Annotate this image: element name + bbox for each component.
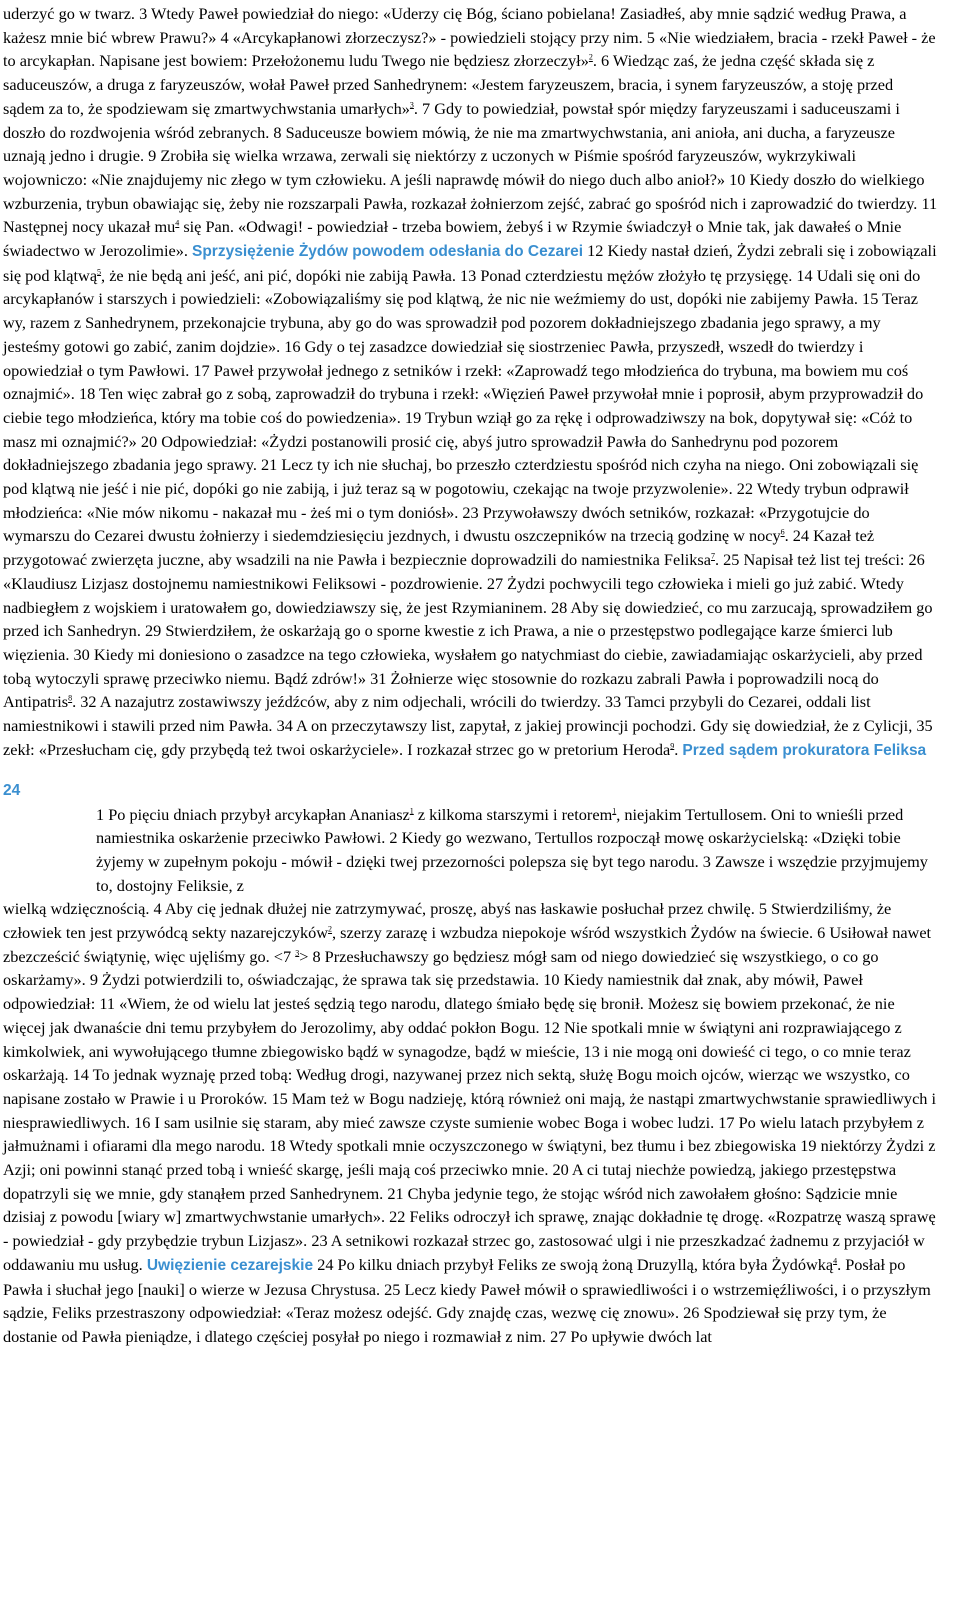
verse-number: 6 [600, 51, 610, 71]
verse-number: 21 [261, 455, 278, 475]
text-run: Teraz wy, razem z Sanhedrynem, przekonajcie trybuna, aby go do was sprowadził pod pozorem dokładniejszego zbadania jego sprawy, a my jesteśmy gotowi go zabić, zanim dojdzie». [3, 289, 919, 356]
verse-number: 10 [543, 970, 560, 990]
verse-number: 23 [311, 1231, 328, 1251]
verse-number: 11 [99, 994, 115, 1014]
text-run: Żydzi pochwycili tego człowieka i mieli go już zabić. Wtedy nadbiegłem z wojskiem i uratowałem go, dowiedziawszy się, że jest Rzymianinem. [3, 573, 904, 617]
text-run: «Nie wiedziałem, bracia - rzekł Paweł - że to arcykapłan. Napisane jest bowiem: Przełożonemu ludu Twego nie będziesz złorzeczył» [3, 27, 936, 71]
footnote-link[interactable]: 6 [780, 528, 785, 538]
text-run: «Wiem, że od wielu lat jesteś sędzią tego narodu, dlatego śmiało będę się bronił. Możesz się bowiem przekonać, że nie więcej jak dwanaście dni temu przybyłem do Jerozolimy, aby oddać pokłon Bogu. [3, 994, 895, 1037]
text-run: Po kilku dniach przybył Feliks ze swoją żoną Druzyllą, która była Żydówką [333, 1254, 834, 1274]
text-run: Po pięciu dniach przybył arcykapłan Ananiasz [104, 804, 410, 824]
text-run: . [784, 526, 793, 546]
text-run: Lecz kiedy Paweł mówił o sprawiedliwości i o wstrzemięźliwości, i o przyszłym sądzie, Feliks przestraszony odpowiedział: «Teraz możesz odejść. Gdy znajdę czas, wezwę cię znowu». [3, 1279, 931, 1323]
text-run: Odpowiedział: «Żydzi postanowili prosić cię, abyś jutro sprowadził Pawła do Sanhedrynu pod pozorem dokładniejszego zbadania jego sprawy. [3, 431, 839, 475]
verse-number: 10 [729, 169, 746, 189]
verse-number: 24 [792, 526, 810, 546]
text-run: się Pan. «Odwagi! - powiedział - trzeba bowiem, żebyś i w Rzymie świadczył o Mnie tak, jak dawałeś o Mnie świadectwo w Jerozolimie». [3, 217, 902, 261]
verse-number: 18 [269, 1136, 286, 1156]
text-run: . [674, 739, 683, 759]
text-run: Udali się oni do arcykapłanów i starszych i powiedzieli: «Zobowiązaliśmy się pod klątwą, że nic nie weźmiemy do ust, dopóki nie zabijemy Pawła. [3, 265, 921, 309]
text-run: . [72, 692, 81, 712]
verse-number: 29 [144, 621, 162, 641]
verse-number: 18 [78, 384, 96, 404]
text-run: Wtedy Paweł powiedział do niego: «Uderzy cię Bóg, ściano pobielana! Zasiadłeś, aby mnie sądzić według Prawa, a każesz mnie bić wbrew Prawu?» [3, 4, 907, 47]
text-run: . [592, 51, 601, 71]
chapter-number: 24 [3, 781, 21, 799]
verse-number: 3 [702, 851, 711, 871]
text-run: uderzyć go w twarz. [3, 4, 140, 23]
text-run: A setnikowi rozkazał strzec go, zastosować ulgi i nie przeszkadzać żadnemu z przyjaciół w oddawaniu mu usług. [3, 1231, 925, 1274]
text-run: Aby się dowiedzieć, co mu zarzucają, sprowadziłem go przed ich Sanhedryn. [3, 597, 933, 641]
text-run: Po wielu latach przybyłem z jałmużnami i ofiarami dla mego narodu. [3, 1112, 924, 1156]
text-run: I sam usilnie się staram, aby mieć zawsze czyste sumienie wobec Boga i wobec ludzi. [150, 1112, 719, 1132]
text-run: wielką wdzięcznością. [3, 899, 154, 919]
text-run: A nazajutrz zostawiwszy jeźdźców, aby z nim odjechali, wrócili do twierdzy. [96, 692, 605, 712]
verse-number: 13 [583, 1041, 600, 1061]
text-run: A ci tutaj niechże powiedzą, jakiego przestępstwa dopatrzyli się we mnie, gdy stanąłem przed Sanhedrynem. [3, 1160, 897, 1203]
verse-number: 9 [89, 970, 98, 990]
section-heading: Przed sądem prokuratora Feliksa [682, 741, 927, 759]
text-run: Kazał też przygotować zwierzęta juczne, aby wsadzili na nie Pawła i bezpiecznie doprowadzili do namiestnika Feliksa [3, 526, 875, 570]
verse-number: 12 [543, 1017, 560, 1037]
text-run: Zawsze i wszędzie przyjmujemy to, dostojny Feliksie, z [96, 851, 928, 895]
text-run: Aby cię jednak dłużej nie zatrzymywać, proszę, abyś nas łaskawie posłuchał przez chwilę. [161, 899, 759, 919]
text-run: i nie mogą oni dowieść ci tego, o co mnie teraz oskarżają. [3, 1041, 911, 1085]
verse-number: 8 [273, 122, 282, 142]
text-run: Kiedy doszło do wielkiego wzburzenia, trybun obawiając się, żeby nie rozszarpali Pawła, rozkazał żołnierzom zejść, zabrać go spośród nich i zaprowadzić do twierdzy. [3, 169, 925, 213]
text-run: Lecz ty ich nie słuchaj, bo przeszło czterdziestu spośród nich czyha na niego. Oni zobowiązali się pod klątwą nie jeść i nie pić, dopóki go nie zabiją, i już teraz są w pogotowiu, czekając na twoje przyzwolenie». [3, 455, 919, 499]
verse-number: 9 [148, 146, 157, 166]
text-run: Kiedy mi doniesiono o zasadzce na tego człowieka, wysłałem go natychmiast do ciebie, zawiadamiając oskarżycieli, aby przed tobą wytoczyli sprawę przeciwko niemu. Bądź zdrów!» [3, 644, 923, 688]
section-heading: Sprzysiężenie Żydów powodem odesłania do Cezarei [192, 243, 584, 261]
verse-number: 11 [921, 193, 938, 213]
text-run: Wiedząc zaś, że jedna część składa się z saduceuszów, a druga z faryzeuszów, wołał Paweł przed Sanhedrynem: «Jestem faryzeuszem, bracia, i synem faryzeuszów, a stoję przed sądem za to, że spodziewam się zmartwychwstania umarłych» [3, 51, 894, 118]
verse-number: 22 [389, 1207, 406, 1227]
text-run: Zrobiła się wielka wrzawa, zerwali się niektórzy z uczonych w Piśmie spośród faryzeuszów, wykrzykiwali wojowniczo: «Nie znajdujemy nic złego w tym człowieku. A jeśli naprawdę mówił do niego duch albo anioł?» [3, 146, 856, 189]
verse-number: 23 [462, 502, 479, 522]
verse-number: 21 [387, 1183, 404, 1203]
verse-number: 6 [817, 923, 826, 943]
verse-number: 8 [312, 946, 321, 966]
verse-number: 3 [139, 4, 148, 23]
verse-number: 31 [370, 668, 387, 688]
text-run: Saduceusze bowiem mówią, że nie ma zmartwychwstania, ani anioła, ani ducha, a faryzeusze uznają jedno i drugie. [3, 122, 895, 166]
footnote-link[interactable]: 1 [409, 806, 414, 816]
verse-number: 16 [134, 1112, 151, 1132]
text-run: Chyba jedynie tego, że stojąc wśród nich zawołałem głośno: Sądzicie mnie dzisiaj z powodu [wiary w] zmartwychwstanie umarłych». [3, 1183, 898, 1227]
footnote-link[interactable]: 4 [175, 218, 180, 228]
text-run: Po upływie dwóch lat [566, 1326, 712, 1346]
text-run: Tamci przybyli do Cezarei, oddali list namiestnikowi i stawili przed nim Pawła. [3, 692, 871, 736]
verse-number: 26 [683, 1303, 700, 1323]
text-run: , że nie będą ani jeść, ani pić, dopóki nie zabiją Pawła. [101, 265, 461, 285]
verse-number: 7 [422, 98, 431, 118]
verse-number: 15 [862, 289, 879, 309]
verse-number: 27 [486, 573, 504, 593]
text-run: Paweł przywołał jednego z setników i rzekł: «Zaprowadź tego młodzieńca do trybuna, ma bowiem mu coś oznajmić». [3, 360, 909, 404]
text-run: Ten więc zabrał go z sobą, zaprowadził do trybuna i rzekł: «Więzień Paweł przywołał mnie i poprosił, abym przyprowadził do ciebie tego młodzieńca, który ma tobie coś do powiedzenia». [3, 384, 924, 427]
text-run: Kiedy go wezwano, Tertullos rozpoczął mowę oskarżycielską: «Dzięki tobie żyjemy w zupełnym pokoju - mówił - dzięki twej przezorności polepsza się byt tego narodu. [96, 828, 901, 871]
footnote-link[interactable]: 4 [833, 1256, 838, 1266]
text-run: Przesłuchawszy go będziesz mógł sam od niego dowiedzieć się wszystkiego, o co go oskarżamy». [3, 946, 879, 990]
text-run: Kiedy namiestnik dał znak, aby mówił, Paweł odpowiedział: [3, 970, 863, 1014]
verse-number: 19 [800, 1136, 817, 1156]
verse-number: 1 [96, 804, 105, 824]
verse-number: 26 [908, 550, 925, 570]
text-run: Przywoławszy dwóch setników, rozkazał: «Przygotujcie do wymarszu do Cezarei dwustu żołnierzy i siedemdziesięciu jezdnych, i dwustu oszczepników na trzecią godzinę w nocy [3, 502, 870, 546]
text-run: Spodziewał się przy tym, że dostanie od Pawła pieniądze, i dlatego częściej posyłał po niego i rozmawiał z nim. [3, 1303, 887, 1346]
verse-number: 4 [153, 899, 162, 919]
verse-number: 28 [550, 597, 568, 617]
verse-number: 20 [552, 1160, 569, 1180]
text-run: Trybun wziął go za rękę i odprowadziwszy na bok, dopytywał się: «Cóż to masz mi oznajmić?» [3, 407, 913, 451]
verse-number: 16 [284, 336, 301, 356]
footnote-link[interactable]: 3 [409, 100, 414, 110]
verse-number: 30 [73, 644, 90, 664]
text-run: niektórzy Żydzi z Azji; oni powinni stanąć przed tobą i wnieść skargę, jeśli mają coś przeciwko mnie. [3, 1136, 936, 1180]
text-run: , szerzy zarazę i wzbudza niepokoje wśród wszystkich Żydów na świecie. [332, 923, 818, 943]
text-run: Ponad czterdziestu mężów złożyło tę przysięgę. [476, 265, 797, 285]
footnote-link[interactable]: 5 [97, 267, 102, 277]
text-run: Gdy to powiedział, powstał spór między faryzeuszami i saduceuszami i doszło do rozdwojenia wśród zebranych. [3, 98, 900, 142]
verse-number: 2 [389, 828, 398, 848]
verse-number: 12 [587, 241, 604, 261]
verse-number: 13 [460, 265, 477, 285]
footnote-link[interactable]: 8 [68, 693, 73, 703]
text-run: «Klaudiusz Lizjasz dostojnemu namiestnikowi Feliksowi - pozdrowienie. [3, 573, 487, 593]
paragraph-acts-23 [3, 2, 938, 763]
verse-number: 25 [384, 1279, 401, 1299]
text-run: Stwierdziłem, że oskarżają go o sporne kwestie z ich Prawa, a nie o przestępstwo podlegające karze śmierci lub więzienia. [3, 621, 893, 664]
verse-number: 20 [140, 431, 158, 451]
footnote-link[interactable]: 3 [295, 948, 300, 958]
paragraph-acts-24 [3, 897, 938, 1348]
verse-number: 19 [404, 407, 422, 427]
text-run: . [714, 550, 724, 570]
verse-number: 17 [193, 360, 210, 380]
text-run: Wtedy trybun odprawił młodzieńca: «Nie mów nikomu - nakazał mu - żeś mi o tym doniósł». [3, 479, 909, 522]
footnote-link[interactable]: 2 [328, 924, 333, 934]
paragraph-acts-24-opening [96, 803, 938, 898]
text-run: Żydzi potwierdzili to, oświadczając, że sprawa tak się przedstawia. [97, 970, 544, 990]
text-run: Napisał też list tej treści: [739, 550, 909, 570]
verse-number: 5 [646, 27, 655, 47]
text-run: , niejakim Tertullosem. Oni to wnieśli przed namiestnika oskarżenie przeciwko Pawłowi. [96, 804, 904, 848]
text-run: z kilkoma starszymi i retorem [413, 804, 613, 824]
text-run: Następnej nocy ukazał mu [3, 217, 176, 237]
verse-number: 34 [276, 716, 293, 736]
verse-number: 35 [916, 716, 933, 736]
verse-number: 5 [758, 899, 768, 919]
text-run: To jednak wyznaję przed tobą: Według drogi, nazywanej przez nich sektą, służę Bogu moich ojców, wierząc we wszystko, co napisane zostało w Prawie i u Proroków. [3, 1065, 910, 1108]
verse-number: 14 [72, 1065, 89, 1085]
footnote-link[interactable]: 7 [710, 551, 715, 561]
verse-number: 32 [80, 692, 97, 712]
text-run: «Arcykapłanowi złorzeczysz?» - powiedzieli stojący przy nim. [228, 27, 647, 47]
verse-number: 14 [796, 265, 813, 285]
section-heading: Uwięzienie cezarejskie [146, 1256, 314, 1274]
text-run: Stwierdziliśmy, że człowiek ten jest przywódcą sekty nazarejczyków [3, 899, 892, 943]
text-run: Kiedy nastał dzień, Żydzi zebrali się i zobowiązali się pod klątwą [3, 241, 937, 285]
footnote-link[interactable]: 9 [670, 741, 675, 751]
text-run: . Posłał po Pawła i słuchał jego [nauki] o wierze w Jezusa Chrystusa. [3, 1254, 906, 1299]
verse-number: 4 [220, 27, 229, 47]
text-run: A on przeczytawszy list, zapytał, z jakiej prowincji pochodzi. Gdy się dowiedział, że z Cylicji, [292, 716, 917, 736]
footnote-link[interactable]: 2 [588, 52, 593, 62]
text-run: Nie spotkali mnie w świątyni ani rozprawiającego z kimkolwiek, ani wywołującego tłumne zbiegowisko bądź w synagodze, bądź w mieście, [3, 1017, 902, 1061]
text-run: Gdy o tej zasadzce dowiedział się siostrzeniec Pawła, przyszedł, wszedł do twierdzy i opowiedział o tym Pawłowi. [3, 336, 864, 380]
text-run: > [299, 946, 313, 966]
footnote-link[interactable]: 1 [612, 806, 617, 816]
verse-number: 27 [550, 1326, 567, 1346]
verse-number: 33 [604, 692, 622, 712]
verse-number: 22 [736, 479, 754, 499]
text-run: Żołnierze więc stosownie do rozkazu zabrali Pawła i poprowadzili nocą do Antipatris [3, 668, 879, 712]
text-run: . [413, 98, 423, 118]
verse-number: 15 [271, 1088, 288, 1108]
text-run: Feliks odroczył ich sprawę, znając dokładnie tę drogę. «Rozpatrzę waszą sprawę - powiedział - gdy przybędzie trybun Lizjasz». [3, 1207, 936, 1251]
verse-number: 25 [723, 550, 740, 570]
text-run: Usiłował nawet zbezcześcić świątynię, więc ujęliśmy go. <7 [3, 923, 932, 966]
verse-number: 24 [317, 1254, 334, 1274]
text-run: Wtedy spotkali mnie oczyszczonego w świątyni, bez tłumu i bez zbiegowiska [285, 1136, 801, 1156]
verse-number: 17 [718, 1112, 735, 1132]
text-run: zekł: «Przesłucham cię, gdy przybędą też twoi oskarżyciele». I rozkazał strzec go w pretorium Heroda [3, 739, 671, 759]
text-run: Mam też w Bogu nadzieję, którą również oni mają, że nastąpi zmartwychwstanie sprawiedliwych i niesprawiedliwych. [3, 1088, 937, 1132]
